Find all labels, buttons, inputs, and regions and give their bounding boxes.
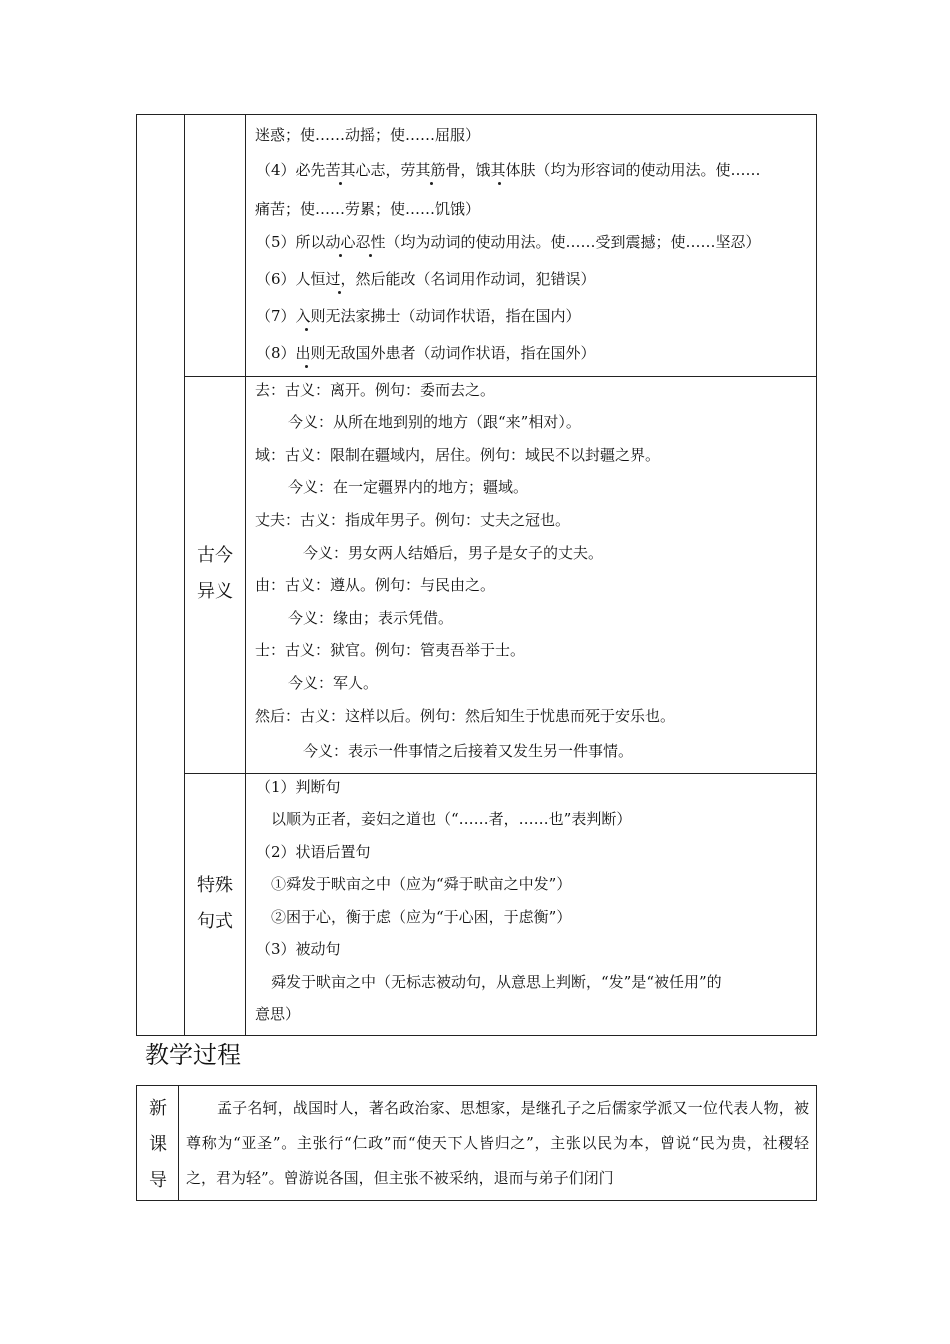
meaning-line: 域：古义：限制在疆域内，居住。例句：域民不以封疆之界。 <box>255 446 661 464</box>
table1-border-left <box>136 114 137 1036</box>
usage-line: （6）人恒过，然后能改（名词用作动词，犯错误） <box>256 270 596 288</box>
emphasis-dot <box>305 328 308 331</box>
usage-line: 痛苦；使……劳累；使……饥饿） <box>255 200 481 218</box>
meaning-line: 今义：缘由；表示凭借。 <box>288 609 454 627</box>
usage-line: （8）出则无敌国外患者（动词作状语，指在国外） <box>256 344 596 362</box>
meaning-line: 由：古义：遵从。例句：与民由之。 <box>255 576 496 594</box>
table1-border-col3 <box>245 114 246 1036</box>
meaning-line: 今义：男女两人结婚后，男子是女子的丈夫。 <box>303 544 604 562</box>
usage-line: 迷惑；使……动摇；使……屈服） <box>255 126 481 144</box>
usage-line: （4）必先苦其心志，劳其筋骨，饿其体肤（均为形容词的使动用法。使…… <box>256 161 761 179</box>
emphasis-dot <box>369 254 372 257</box>
meaning-line: 今义：军人。 <box>288 674 379 692</box>
meaning-line: 士：古义：狱官。例句：管夷吾举于士。 <box>255 641 526 659</box>
emphasis-dot <box>339 254 342 257</box>
table1-border-top <box>136 114 817 115</box>
label-line: 句式 <box>197 911 233 932</box>
table2-border-right <box>816 1085 817 1201</box>
special-sentences-label <box>185 868 245 940</box>
emphasis-dot <box>339 182 342 185</box>
meaning-line: 今义：从所在地到别的地方（跟“来”相对）。 <box>288 413 581 431</box>
sentence-line: 意思） <box>255 1005 301 1023</box>
usage-line: （5）所以动心忍性（均为动词的使动用法。使……受到震撼；使……坚忍） <box>256 233 761 251</box>
table1-row-divider-1 <box>184 376 817 377</box>
meaning-line: 去：古义：离开。例句：委而去之。 <box>255 381 496 399</box>
meaning-line: 今义：在一定疆界内的地方；疆域。 <box>288 478 529 496</box>
section-heading: 教学过程 <box>145 1041 241 1069</box>
label-line: 特殊 <box>197 875 233 896</box>
sentence-line: ②困于心，衡于虑（应为“于心困，于虑衡”） <box>271 908 572 926</box>
label-line: 异义 <box>197 581 233 602</box>
table2-border-top <box>136 1085 817 1086</box>
emphasis-dot <box>305 365 308 368</box>
intro-paragraph: 孟子名轲，战国时人，著名政治家、思想家，是继孔子之后儒家学派又一位代表人物，被尊称为“亚圣”。主张行“仁政”而“使天下人皆归之”，主张以民为本，曾说“民为贵，社稷轻之，君为轻”。曾游说各国，但主张不被采纳，退而与弟子们闭门 <box>186 1099 809 1187</box>
table2-border-bottom <box>136 1200 817 1201</box>
intro-label-char: 课 <box>149 1134 167 1155</box>
sentence-line: （1）判断句 <box>256 778 341 796</box>
table1-border-right <box>816 114 817 1036</box>
meaning-line: 今义：表示一件事情之后接着又发生另一件事情。 <box>303 742 634 760</box>
sentence-line: ①舜发于畎亩之中（应为“舜于畎亩之中发”） <box>271 875 572 893</box>
intro-label-char: 新 <box>149 1098 167 1119</box>
meaning-line: 丈夫：古义：指成年男子。例句：丈夫之冠也。 <box>255 511 571 529</box>
emphasis-dot <box>498 182 501 185</box>
meaning-line: 然后：古义：这样以后。例句：然后知生于忧患而死于安乐也。 <box>255 707 676 725</box>
table1-border-bottom <box>136 1035 817 1036</box>
table1-row-divider-2 <box>184 773 817 774</box>
ancient-modern-label <box>185 538 245 610</box>
emphasis-dot <box>338 291 341 294</box>
sentence-line: 舜发于畎亩之中（无标志被动句，从意思上判断，“发”是“被任用”的 <box>271 973 722 991</box>
sentence-line: （3）被动句 <box>256 940 341 958</box>
label-line: 古今 <box>197 545 233 566</box>
emphasis-dot <box>430 182 433 185</box>
usage-line: （7）入则无法家拂士（动词作状语，指在国内） <box>256 307 581 325</box>
sentence-line: （2）状语后置句 <box>256 843 371 861</box>
intro-label-char: 导 <box>149 1170 167 1191</box>
sentence-line: 以顺为正者，妾妇之道也（“……者，……也”表判断） <box>271 810 632 828</box>
